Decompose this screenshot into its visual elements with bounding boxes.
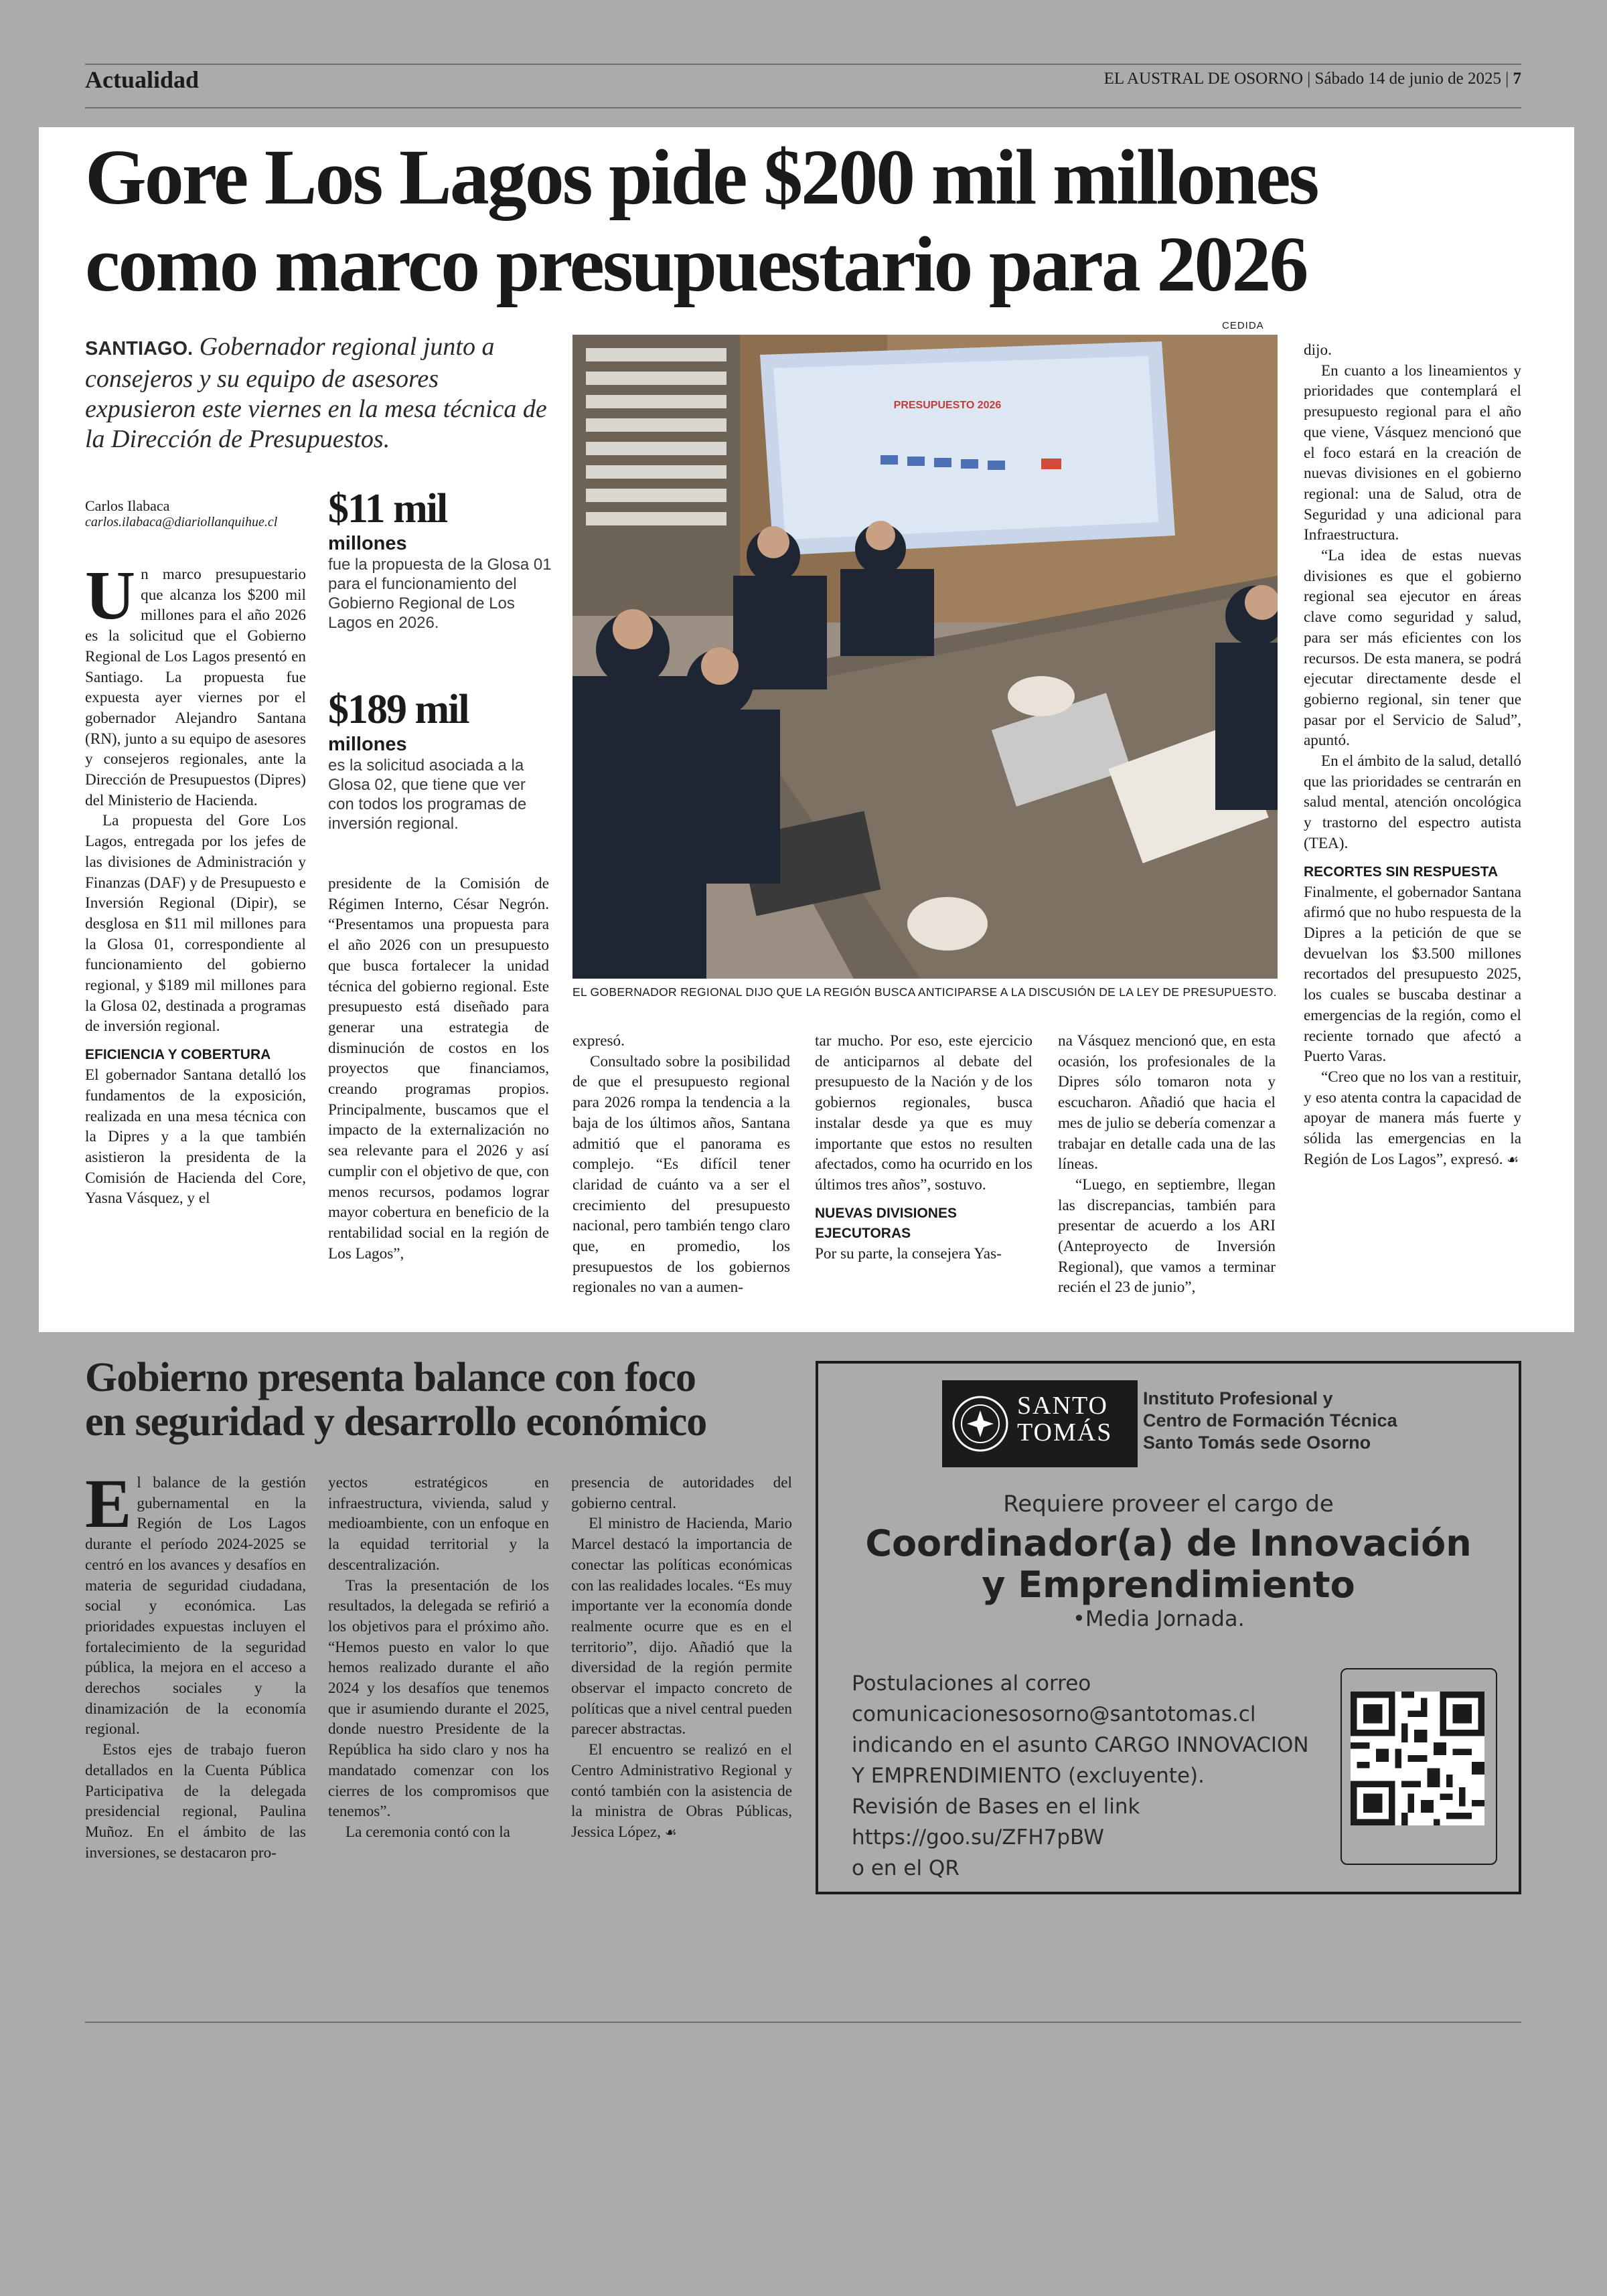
headline-line-2: como marco presupuestario para 2026: [85, 220, 1307, 308]
fact-text: es la solicitud asociada a la Glosa 02, que tiene que ver con todos los programas de inversión regional.: [328, 756, 527, 833]
article2-column-1: [85, 1465, 306, 1863]
main-headline: [85, 134, 1558, 308]
fact-text: fue la propuesta de la Glosa 01 para el funcionamiento del Gobierno Regional de Los Lagos en 2026.: [328, 556, 552, 632]
paragraph: “Luego, en septiembre, llegan las discrepancias, también para presentar de acuerdo a los ARI (Anteproyecto de Inversión Regional), que vamos a terminar recién el 23 de junio”,: [1058, 1175, 1276, 1297]
paragraph: En el ámbito de la salud, detalló que las prioridades se centrarán en salud mental, atención oncológica y trastorno del espectro autista (TEA).: [1304, 752, 1521, 852]
photo-credit: CEDIDA: [1222, 320, 1264, 331]
seal-icon: [950, 1394, 1010, 1454]
second-headline: [85, 1356, 815, 1444]
drop-cap: U: [85, 557, 136, 634]
paragraph: expresó.: [572, 1032, 625, 1050]
article-column-6: [1304, 340, 1521, 1170]
fact-unit: millones: [328, 734, 407, 755]
article2-column-2: [328, 1473, 549, 1843]
article2-column-3: [571, 1473, 792, 1843]
subheading-nuevas-divisiones: NUEVAS DIVISIONES EJECUTORAS: [815, 1205, 957, 1241]
headline-line-2: en seguridad y desarrollo económico: [85, 1399, 707, 1445]
masthead-info: [1104, 70, 1521, 88]
article-column-4: [815, 1031, 1032, 1264]
byline: [85, 497, 277, 530]
paragraph: presencia de autoridades del gobierno central.: [571, 1474, 792, 1512]
position-title: Coordinador(a) de Innovación y Emprendimiento: [865, 1522, 1472, 1606]
paragraph: El gobernador Santana detalló los fundamentos de la exposición, realizada en una mesa técnica con la Dipres y a la que también asistieron la presidenta de la Comisión de Hacienda del Core, Yasna Vásquez, y el: [85, 1066, 306, 1208]
paragraph: presidente de la Comisión de Régimen Interno, César Negrón. “Presentamos una propuesta para el año 2026 con un presupuesto que busca fortalecer la unidad técnica del gobierno regional. Este presupuesto está diseñado para generar una estrategia de disminución de costos en los proyectos que financiamos, creando programas propios. Principalmente, buscamos que el impacto de la externalización no sea relevante para el 2026 y así cumplir con el objetivo de que, con menos recursos, podamos lograr mayor cobertura en beneficio de la rentabilidad social en la región de Los Lagos”,: [328, 875, 549, 1262]
subheading-eficiencia: EFICIENCIA Y COBERTURA: [85, 1047, 271, 1063]
schedule-text: •Media Jornada.: [1073, 1606, 1245, 1631]
publication-date: Sábado 14 de junio de 2025: [1314, 70, 1501, 88]
projection-screen-title: PRESUPUESTO 2026: [893, 400, 1002, 411]
paragraph: Consultado sobre la posibilidad de que el presupuesto regional para 2026 rompa la tendencia a la baja de los últimos años, Santana admitió que el panorama es complejo. “Es difícil tener claridad de cuánto va a ser el crecimiento del presupuesto nacional, pero también tengo claro que, en promedio, los presupuestos de los gobiernos regionales no van a aumen-: [572, 1052, 790, 1297]
paragraph: Por su parte, la consejera Yas-: [815, 1244, 1002, 1262]
job-advertisement: [816, 1361, 1521, 1894]
article-column-3: [572, 1031, 790, 1298]
article-column-2: [328, 874, 549, 1264]
paragraph: tar mucho. Por eso, este ejercicio de anticiparnos al debate del presupuesto de la Nación y de los gobiernos regionales, busca instalar desde ya que es muy importante que estos no resulten afectados, como ha ocurrido en los últimos tres años”, sostuvo.: [815, 1032, 1032, 1194]
logo-divider: [1136, 1380, 1138, 1467]
fact-value: $11 mil: [328, 486, 447, 531]
section-label: Actualidad: [85, 66, 200, 93]
headline-line-1: Gore Los Lagos pide $200 mil millones: [85, 133, 1318, 221]
header-bottom-rule: [85, 107, 1521, 108]
logo-wordmark: SANTO TOMÁS: [1017, 1392, 1113, 1447]
article-column-5: [1058, 1031, 1276, 1298]
meeting-photo: [572, 335, 1278, 979]
article-lede: [85, 332, 547, 455]
header-top-rule: [85, 64, 1521, 65]
fact-value: $189 mil: [328, 687, 469, 732]
paragraph: Estos ejes de trabajo fueron detallados en la Cuenta Pública Participativa de la delegada presidencial regional, Paulina Muñoz. En el ámbito de las inversiones, se destacaron pro-: [85, 1741, 306, 1862]
santo-tomas-logo: [942, 1380, 1136, 1467]
headline-line-1: Gobierno presenta balance con foco: [85, 1355, 696, 1400]
publication-name: EL AUSTRAL DE OSORNO: [1103, 70, 1304, 88]
application-email[interactable]: comunicacionesosorno@santotomas.cl: [852, 1702, 1256, 1726]
paragraph: Un marco presupuestario que alcanza los $200 mil millones para el año 2026 es la solicitud que el Gobierno Regional de Los Lagos presentó en Santiago. La propuesta fue expuesta ayer viernes por el gobernador Alejandro Santana (RN), junto a su equipo de asesores y consejeros regionales, ante la Dirección de Presupuestos (Dipres) del Ministerio de Hacienda.: [85, 557, 306, 809]
end-of-article-mark: ☙: [1507, 1152, 1519, 1167]
article-column-1: [85, 557, 306, 1209]
page-number: 7: [1513, 70, 1521, 88]
qr-code-icon[interactable]: [1351, 1692, 1484, 1825]
photo-caption: EL GOBERNADOR REGIONAL DIJO QUE LA REGIÓN BUSCA ANTICIPARSE A LA DISCUSIÓN DE LA LEY DE PRESUPUESTO.: [572, 985, 1277, 999]
author-name: Carlos Ilabaca: [85, 497, 170, 514]
fact-box-1: [328, 485, 556, 633]
paragraph: “Creo que no los van a restituir, y eso atenta contra la capacidad de apoyar de manera más fuerte y sólida las emergencias en la Región de Los Lagos”, expresó. ☙: [1304, 1068, 1521, 1168]
paragraph: Tras la presentación de los resultados, la delegada se refirió a los objetivos para el próximo año. “Hemos puesto en valor lo que hemos realizado durante el año 2024 y los desafíos que tenemos que ir asumiendo durante el 2025, donde nuestro Presidente de la República ha sido claro y nos ha mandatado comenzar con los cierres de los compromisos que tenemos”.: [328, 1576, 549, 1821]
requires-text: Requiere proveer el cargo de: [1003, 1491, 1334, 1518]
paragraph: En cuanto a los lineamientos y prioridades que contemplará el presupuesto regional para el año que viene, Vásquez mencionó que el foco estará en la creación de nuevas divisiones en el gobierno regional: una de Salud, otra de Seguridad y una adicional para Infraestructura.: [1304, 361, 1521, 544]
lede-text: Gobernador regional junto a consejeros y su equipo de asesores expusieron este viernes en la mesa técnica de la Dirección de Presupuestos.: [85, 333, 547, 453]
end-of-article-mark: ☙: [664, 1825, 677, 1840]
paragraph: yectos estratégicos en infraestructura, vivienda, salud y medioambiente, con un enfoque en la equidad territorial y la descentralización.: [328, 1474, 549, 1574]
bases-link[interactable]: https://goo.su/ZFH7pBW: [852, 1825, 1104, 1850]
paragraph: El ministro de Hacienda, Mario Marcel destacó la importancia de conectar las políticas económicas con las realidades locales. “Es muy importante ver la economía donde realmente ocurre que es en el territorio”, dijo. Añadió que la diversidad de la región permite observar el impacto concreto de políticas que a nivel central pueden parecer abstractas.: [571, 1515, 792, 1738]
fact-box-2: [328, 686, 556, 833]
subheading-recortes: RECORTES SIN RESPUESTA: [1304, 864, 1499, 880]
paragraph: La propuesta del Gore Los Lagos, entregada por los jefes de las divisiones de Administración y Finanzas (DAF) y de Presupuesto e Inversión Regional (Dipir), se desglosa en $11 mil millones para la Glosa 01, correspondiente al funcionamiento del gobierno regional, y $189 mil millones para la Glosa 02, destinada a programas de inversión regional.: [85, 812, 306, 1036]
paragraph: El balance de la gestión gubernamental en la Región de Los Lagos durante el período 2024-2025 se centró en los avances y desafíos en materia de seguridad ciudadana, social y económica. Las prioridades expuestas incluyen el fortalecimiento de la seguridad pública, la mejora en el acceso a derechos sociales y la dinamización de la economía regional.: [85, 1465, 306, 1738]
institution-name: Instituto Profesional y Centro de Formación Técnica Santo Tomás sede Osorno: [1143, 1388, 1397, 1453]
dateline: SANTIAGO.: [85, 338, 194, 359]
drop-cap: E: [85, 1465, 132, 1542]
paragraph: Finalmente, el gobernador Santana afirmó que no hubo respuesta de la Dipres a la petición de que se devuelvan los $3.500 millones recortados del presupuesto 2025, los cuales se buscaba destinar a emergencias de la región, como el reciente tornado que afectó a Puerto Varas.: [1304, 883, 1521, 1066]
paragraph: La ceremonia contó con la: [346, 1823, 510, 1841]
paragraph: dijo.: [1304, 341, 1332, 359]
meeting-photo-illustration: [572, 335, 1278, 979]
paragraph: “La idea de estas nuevas divisiones es que el gobierno regional sea ejecutor en áreas clave como seguridad y salud, para ser más eficientes con los recursos. De esta manera, se podrá ejecutar directamente desde el gobierno regional, sin tener que pasar por el Servicio de Salud”, apuntó.: [1304, 547, 1521, 750]
footer-rule: [85, 2022, 1521, 2023]
header-separator: |: [1505, 70, 1513, 88]
paragraph: na Vásquez mencionó que, en esta ocasión, los profesionales de la Dipres sólo tomaron nota y escucharon. Añadió que hacia el mes de julio se debería comenzar a trabajar en detalle cada una de las líneas.: [1058, 1032, 1276, 1173]
paragraph: El encuentro se realizó en el Centro Administrativo Regional y contó también con la asistencia de la ministra de Obras Públicas, Jessica López, ☙: [571, 1741, 792, 1841]
header-separator: |: [1307, 70, 1315, 88]
author-email[interactable]: carlos.ilabaca@diariollanquihue.cl: [85, 515, 278, 529]
application-instructions: Postulaciones al correo comunicacionesosorno@santotomas.cl indicando en el asunto CARGO INNOVACION Y EMPRENDIMIENTO (excluyente). Revisión de Bases en el link https://goo.su/ZFH7pBW o en el QR: [852, 1668, 1327, 1884]
fact-unit: millones: [328, 533, 407, 554]
